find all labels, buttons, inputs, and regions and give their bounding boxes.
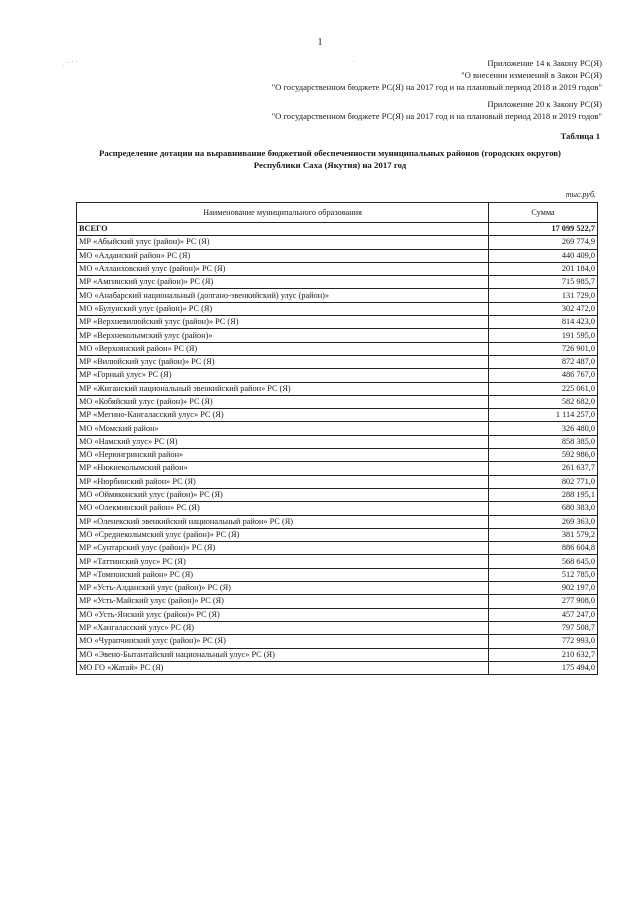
table-row [77,661,598,674]
subsidy-sum: 568 645,0 [489,555,598,568]
subsidy-sum: 886 604,8 [489,542,598,555]
subsidy-sum: 175 494,0 [489,661,598,674]
table-row [77,449,598,462]
units-label: тыс.руб. [565,190,596,199]
subsidy-sum: 225 061,0 [489,382,598,395]
municipality-name: МР «Таттинский улус» РС (Я) [77,555,489,568]
table-row [77,488,598,501]
table-row [77,329,598,342]
subsidy-sum: 201 184,0 [489,262,598,275]
table-row [77,542,598,555]
table-row [77,302,598,315]
header-line-2: "О внесении изменений в Закон РС(Я) [461,70,602,80]
municipality-name: МО «Нерюнгринский район» [77,449,489,462]
table-row [77,462,598,475]
table-row [77,276,598,289]
subsidy-sum: 269 774,9 [489,236,598,249]
table-row [77,342,598,355]
municipality-name: МО «Намский улус» РС (Я) [77,435,489,448]
municipality-name: МО «Алданский район» РС (Я) [77,249,489,262]
municipality-name: МР «Томпонский район» РС (Я) [77,568,489,581]
column-header-sum: Сумма [489,203,598,223]
table-row-total [77,223,598,236]
municipality-name: МР «Жиганский национальный эвенкийский район» РС (Я) [77,382,489,395]
total-label: ВСЕГО [77,223,489,236]
table-row [77,475,598,488]
municipality-name: МО «Чурапчинский улус (район)» РС (Я) [77,635,489,648]
header-line-3: "О государственном бюджете РС(Я) на 2017 год и на плановый период 2018 и 2019 годов" [271,82,602,92]
subsidy-sum: 269 363,0 [489,515,598,528]
municipality-name: МО «Момский район» [77,422,489,435]
subsidy-sum: 288 195,1 [489,488,598,501]
subsidy-sum: 381 579,2 [489,528,598,541]
subsidy-sum: 210 632,7 [489,648,598,661]
municipality-name: МР «Усть-Алданский улус (район)» РС (Я) [77,582,489,595]
table-row [77,502,598,515]
table-row [77,582,598,595]
table-row [77,289,598,302]
table-row [77,249,598,262]
appendix-header-14 [272,57,602,93]
table-row [77,316,598,329]
subsidy-sum: 902 197,0 [489,582,598,595]
table-row [77,355,598,368]
municipality-name: МР «Хангаласский улус» РС (Я) [77,621,489,634]
scan-mark-left: . ⁻ ˈ ˈ [62,60,78,68]
municipality-name: МР «Нюрбинский район» РС (Я) [77,475,489,488]
municipality-name: МО «Кобяйский улус (район)» РС (Я) [77,395,489,408]
subsidy-sum: 726 901,0 [489,342,598,355]
table-row [77,395,598,408]
table-row [77,262,598,275]
subsidy-sum: 131 729,0 [489,289,598,302]
table-row [77,635,598,648]
municipality-name: МО «Аллаиховский улус (район)» РС (Я) [77,262,489,275]
table-label: Таблица 1 [560,131,600,141]
subsidy-sum: 326 480,0 [489,422,598,435]
municipality-name: МР «Оленекский эвенкийский национальный район» РС (Я) [77,515,489,528]
subsidy-sum: 486 767,0 [489,369,598,382]
subsidy-sum: 802 771,0 [489,475,598,488]
title-line-1: Распределение дотации на выравнивание бюджетной обеспеченности муниципальных районов (городских округов) [98,148,561,158]
municipality-name: МО «Олекминский район» РС (Я) [77,502,489,515]
subsidy-sum: 302 472,0 [489,302,598,315]
subsidy-sum: 772 993,0 [489,635,598,648]
municipality-name: МР «Вилюйский улус (район)» РС (Я) [77,355,489,368]
municipality-name: МО «Верхоянский район» РС (Я) [77,342,489,355]
municipality-name: МР «Горный улус» РС (Я) [77,369,489,382]
appendix-header-20 [272,98,602,122]
municipality-name: МО «Эвено-Бытантайский национальный улус» РС (Я) [77,648,489,661]
municipality-name: МР «Верхнеколымский улус (район)» [77,329,489,342]
header-line-4: Приложение 20 к Закону РС(Я) [487,99,602,109]
table-row [77,555,598,568]
scan-mark-mid: ˈ [352,60,355,68]
header-line-5: "О государственном бюджете РС(Я) на 2017 год и на плановый период 2018 и 2019 годов" [271,111,602,121]
municipality-name: МО ГО «Жатай» РС (Я) [77,661,489,674]
table-row [77,369,598,382]
municipality-name: МО «Среднеколымский улус (район)» РС (Я) [77,528,489,541]
subsidy-sum: 814 423,0 [489,316,598,329]
table-header-row [77,203,598,223]
municipality-name: МО «Оймяконский улус (район)» РС (Я) [77,488,489,501]
municipality-name: МО «Усть-Янский улус (район)» РС (Я) [77,608,489,621]
table-row [77,422,598,435]
municipality-name: МР «Верхневилюйский улус (район)» РС (Я) [77,316,489,329]
table-row [77,515,598,528]
subsidy-sum: 191 595,0 [489,329,598,342]
subsidy-sum: 592 986,0 [489,449,598,462]
table-row [77,621,598,634]
subsidy-sum: 872 487,0 [489,355,598,368]
table-row [77,648,598,661]
header-line-1: Приложение 14 к Закону РС(Я) [487,58,602,68]
table-row [77,528,598,541]
municipality-name: МР «Абыйский улус (район)» РС (Я) [77,236,489,249]
municipality-name: МР «Амгинский улус (район)» РС (Я) [77,276,489,289]
municipality-name: МО «Булунский улус (район)» РС (Я) [77,302,489,315]
table-row [77,608,598,621]
document-title [60,147,600,171]
municipality-name: МР «Сунтарский улус (район)» РС (Я) [77,542,489,555]
subsidy-sum: 277 908,0 [489,595,598,608]
total-sum: 17 099 522,7 [489,223,598,236]
subsidy-sum: 582 682,0 [489,395,598,408]
municipality-name: МР «Мегино-Кангаласский улус» РС (Я) [77,409,489,422]
table-row [77,435,598,448]
subsidy-sum: 715 985,7 [489,276,598,289]
table-row [77,409,598,422]
page-number: 1 [317,37,323,48]
column-header-name: Наименование муниципального образования [77,203,489,223]
table-row [77,236,598,249]
subsidy-sum: 457 247,0 [489,608,598,621]
municipality-name: МР «Нижнеколымский район» [77,462,489,475]
subsidy-sum: 512 785,0 [489,568,598,581]
subsidy-table [76,202,598,675]
subsidy-sum: 440 409,0 [489,249,598,262]
table-row [77,568,598,581]
subsidy-sum: 680 383,0 [489,502,598,515]
subsidy-sum: 1 114 257,0 [489,409,598,422]
table-row [77,382,598,395]
subsidy-sum: 797 508,7 [489,621,598,634]
subsidy-sum: 261 637,7 [489,462,598,475]
subsidy-sum: 858 385,0 [489,435,598,448]
municipality-name: МО «Анабарский национальный (долгано-эвенкийский) улус (район)» [77,289,489,302]
title-line-2: Республики Саха (Якутия) на 2017 год [253,160,407,170]
municipality-name: МР «Усть-Майский улус (район)» РС (Я) [77,595,489,608]
table-row [77,595,598,608]
